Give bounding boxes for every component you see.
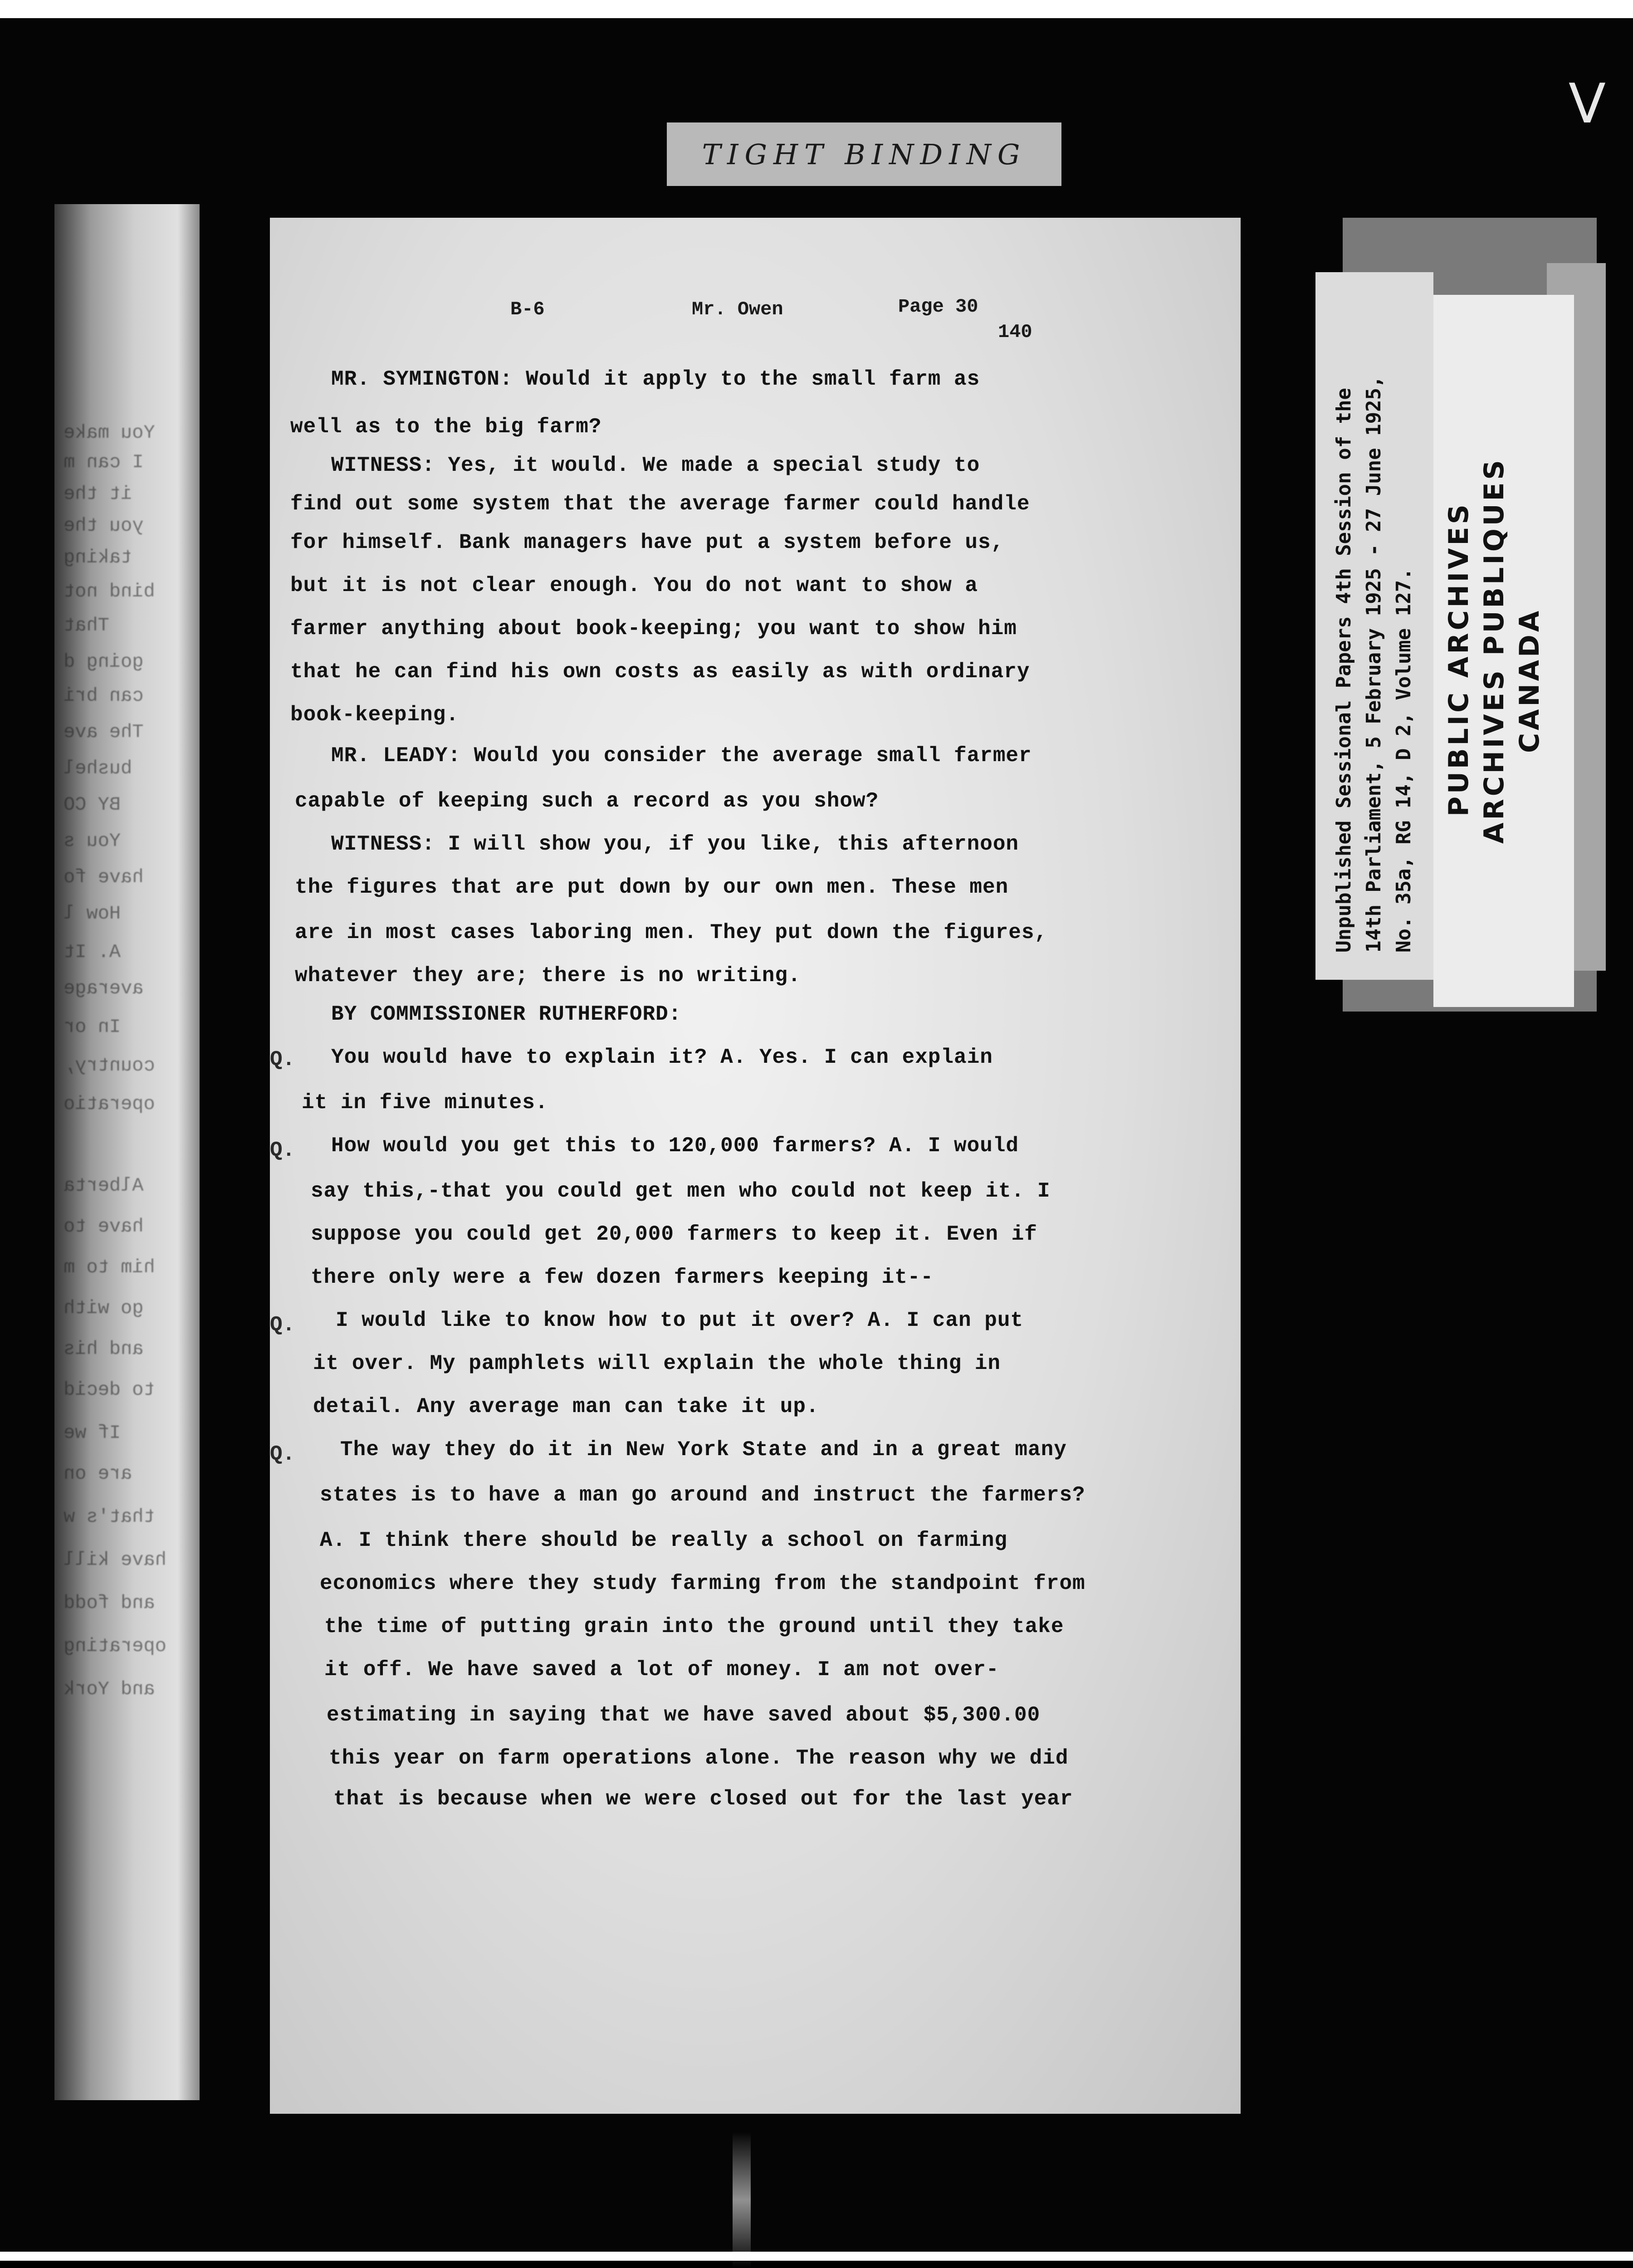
page-line: The way they do it in New York State and in a great many <box>340 1438 1067 1461</box>
page-line: I would like to know how to put it over? A. I can put <box>336 1309 1024 1332</box>
left-page-line: average <box>64 978 144 999</box>
left-page-line: to decid <box>64 1379 155 1401</box>
question-marker: Q. <box>270 1313 295 1337</box>
frame-bottom-border <box>0 2252 1633 2261</box>
question-marker: Q. <box>270 1139 295 1162</box>
left-page-line: How l <box>64 903 121 924</box>
page-line: find out some system that the average farmer could handle <box>290 492 1030 516</box>
left-page-line: it the <box>64 483 132 505</box>
left-page-line: are on <box>64 1463 132 1485</box>
left-page-line: have fo <box>64 866 144 888</box>
page-line: MR. SYMINGTON: Would it apply to the small farm as <box>331 367 980 391</box>
page-line: but it is not clear enough. You do not want to show a <box>290 574 978 597</box>
page-line: the figures that are put down by our own men. These men <box>295 875 1009 899</box>
left-page-line: can bri <box>64 685 144 707</box>
public-archives-stamp <box>1433 295 1574 1007</box>
frame-top-border <box>0 0 1633 18</box>
left-page-line: and York <box>64 1678 155 1700</box>
left-page-line: operating <box>64 1635 166 1657</box>
page-line: detail. Any average man can take it up. <box>313 1395 819 1418</box>
page-line: farmer anything about book-keeping; you want to show him <box>290 617 1017 640</box>
question-marker: Q. <box>270 1048 295 1071</box>
stamp-line: ARCHIVES PUBLIQUES <box>1478 457 1510 844</box>
left-page-line: operatio <box>64 1093 155 1115</box>
archive-description-line: No. 35a, RG 14, D 2, Volume 127. <box>1392 568 1415 953</box>
page-line: that he can find his own costs as easily as with ordinary <box>290 660 1030 684</box>
left-page-line: you the <box>64 515 144 537</box>
left-page-line: country, <box>64 1055 155 1076</box>
left-page-line: taking <box>64 547 132 568</box>
page-line: say this,-that you could get men who could not keep it. I <box>311 1179 1051 1203</box>
page-line: are in most cases laboring men. They put down the figures, <box>295 921 1048 944</box>
left-page-line: You make <box>64 422 155 444</box>
page-line: whatever they are; there is no writing. <box>295 964 801 987</box>
left-page-line: If we <box>64 1422 121 1444</box>
tight-binding-label: TIGHT BINDING <box>667 122 1061 186</box>
page-folio: 140 <box>998 321 1032 343</box>
left-page-line: that's w <box>64 1506 155 1528</box>
page-line: it off. We have saved a lot of money. I am not over- <box>324 1658 999 1681</box>
page-line: states is to have a man go around and instruct the farmers? <box>320 1483 1085 1507</box>
left-page-line: go with <box>64 1297 144 1319</box>
left-page-line: and his <box>64 1338 144 1360</box>
corner-check-mark: V <box>1568 73 1606 136</box>
page-line: WITNESS: Yes, it would. We made a special study to <box>331 454 980 477</box>
page-line: book-keeping. <box>290 703 459 727</box>
left-page-line: have kill <box>64 1549 166 1571</box>
archive-description-label <box>1315 272 1433 980</box>
page-speaker: Mr. Owen <box>692 298 783 320</box>
left-page-line: A. It <box>64 941 121 963</box>
left-page-line: The ave <box>64 721 144 743</box>
left-page-line: In or <box>64 1016 121 1038</box>
left-page-line: Alberta <box>64 1175 144 1197</box>
left-page-fragment <box>54 204 200 2100</box>
page-line: well as to the big farm? <box>290 415 602 439</box>
page-line: You would have to explain it? A. Yes. I can explain <box>331 1046 993 1069</box>
left-page-line: You s <box>64 830 121 852</box>
page-line: A. I think there should be really a school on farming <box>320 1529 1008 1552</box>
page-line: it over. My pamphlets will explain the whole thing in <box>313 1352 1001 1375</box>
left-page-line: I can m <box>64 451 144 473</box>
page-line: economics where they study farming from the standpoint from <box>320 1572 1085 1595</box>
left-page-line: bushel <box>64 758 132 779</box>
page-line: suppose you could get 20,000 farmers to keep it. Even if <box>311 1222 1037 1246</box>
archive-description-line: Unpublished Sessional Papers 4th Session of the <box>1332 387 1355 953</box>
page-line: this year on farm operations alone. The reason why we did <box>329 1746 1069 1770</box>
page-line: that is because when we were closed out for the last year <box>333 1787 1073 1811</box>
archive-description-line: 14th Parliament, 5 February 1925 - 27 June 1925, <box>1362 376 1385 953</box>
page-line: WITNESS: I will show you, if you like, this afternoon <box>331 832 1019 856</box>
typed-page <box>270 218 1241 2114</box>
page-number: Page 30 <box>898 296 978 318</box>
question-marker: Q. <box>270 1442 295 1466</box>
page-line: estimating in saying that we have saved about $5,300.00 <box>327 1703 1041 1727</box>
page-line: it in five minutes. <box>302 1091 548 1114</box>
left-page-line: That <box>64 615 109 636</box>
page-line: BY COMMISSIONER RUTHERFORD: <box>331 1002 682 1026</box>
page-line: How would you get this to 120,000 farmers? A. I would <box>331 1134 1019 1158</box>
stamp-line: CANADA <box>1514 608 1545 753</box>
page-line: the time of putting grain into the ground until they take <box>324 1615 1064 1638</box>
page-series: B-6 <box>510 298 545 320</box>
left-page-line: bind not <box>64 581 155 602</box>
left-page-line: have to <box>64 1216 144 1237</box>
scan-smudge <box>733 2132 751 2268</box>
left-page-line: him to m <box>64 1256 155 1278</box>
page-line: MR. LEADY: Would you consider the average small farmer <box>331 744 1032 767</box>
left-page-line: going d <box>64 651 144 673</box>
page-line: capable of keeping such a record as you show? <box>295 789 879 813</box>
left-page-line: and fodd <box>64 1592 155 1614</box>
left-page-line: BY CO <box>64 794 121 816</box>
page-line: there only were a few dozen farmers keeping it-- <box>311 1266 934 1289</box>
stamp-line: PUBLIC ARCHIVES <box>1443 502 1475 816</box>
page-line: for himself. Bank managers have put a system before us, <box>290 531 1004 554</box>
